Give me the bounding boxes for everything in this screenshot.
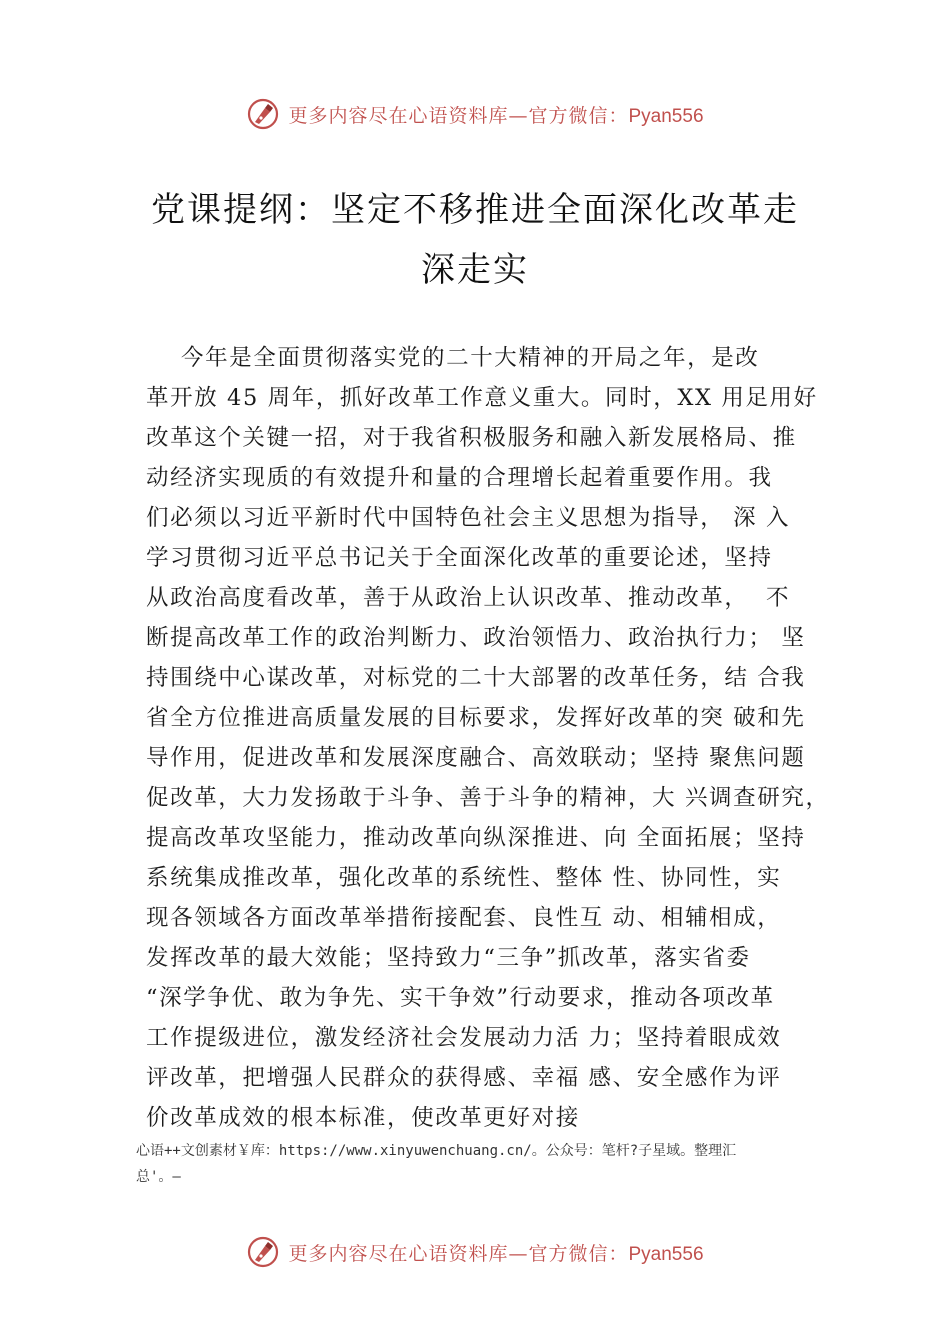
body-line: 促改革，大力发扬敢于斗争、善于斗争的精神，大 兴调查研究， xyxy=(146,785,830,811)
source-footnote xyxy=(136,1138,836,1190)
header-banner xyxy=(0,94,950,134)
body-line: 导作用，促进改革和发展深度融合、高效联动；坚持 聚焦问题 xyxy=(146,745,806,771)
body-line: 现各领域各方面改革举措衔接配套、良性互 动、相辅相成， xyxy=(146,905,782,931)
footer-banner xyxy=(0,1232,950,1272)
footnote-line: 心语++文创素材￥库：https://www.xinyuwenchuang.cn/。公众号：笔杆?子星域。整理汇 xyxy=(136,1143,737,1159)
body-line: 提高改革攻坚能力，推动改革向纵深推进、向 全面拓展；坚持 xyxy=(146,825,806,851)
body-line: 省全方位推进高质量发展的目标要求，发挥好改革的突 破和先 xyxy=(146,705,806,731)
body-line: 评改革，把增强人民群众的获得感、幸福 感、安全感作为评 xyxy=(146,1065,782,1091)
body-line: 持围绕中心谋改革，对标党的二十大部署的改革任务，结 合我 xyxy=(146,665,806,691)
body-line: 今年是全面贯彻落实党的二十大精神的开局之年，是改 xyxy=(146,345,760,371)
banner-slogan: 更多内容尽在心语资料库—官方微信： xyxy=(288,1242,629,1265)
pen-nib-logo-icon xyxy=(246,1235,280,1269)
banner-text xyxy=(288,1239,703,1266)
body-line: 革开放 45 周年，抓好改革工作意义重大。同时，XX 用足用好 xyxy=(146,385,818,411)
banner-text xyxy=(288,101,703,128)
body-line: 发挥改革的最大效能；坚持致力“三争”抓改革，落实省委 xyxy=(146,945,751,971)
page-title xyxy=(0,180,950,300)
title-line-1: 党课提纲：坚定不移推进全面深化改革走 xyxy=(151,190,799,230)
body-line: “深学争优、敢为争先、实干争效”行动要求，推动各项改革 xyxy=(146,985,775,1011)
body-line: 工作提级进位，激发经济社会发展动力活 力；坚持着眼成效 xyxy=(146,1025,782,1051)
banner-wechat-id: Pyan556 xyxy=(628,105,704,127)
banner-wechat-id: Pyan556 xyxy=(628,1243,704,1265)
footnote-line: 总'。— xyxy=(136,1169,181,1185)
body-line: 们必须以习近平新时代中国特色社会主义思想为指导， 深 入 xyxy=(146,505,791,531)
body-line: 动经济实现质的有效提升和量的合理增长起着重要作用。我 xyxy=(146,465,773,491)
body-line: 改革这个关键一招，对于我省积极服务和融入新发展格局、推 xyxy=(146,425,797,451)
body-line: 断提高改革工作的政治判断力、政治领悟力、政治执行力； 坚 xyxy=(146,625,806,651)
body-line: 系统集成推改革，强化改革的系统性、整体 性、协同性，实 xyxy=(146,865,782,891)
pen-nib-logo-icon xyxy=(246,97,280,131)
body-line: 从政治高度看改革，善于从政治上认识改革、推动改革， 不 xyxy=(146,585,791,611)
body-line: 价改革成效的根本标准，使改革更好对接 xyxy=(146,1105,580,1131)
body-paragraph xyxy=(146,338,846,1138)
banner-slogan: 更多内容尽在心语资料库—官方微信： xyxy=(288,104,629,127)
body-line: 学习贯彻习近平总书记关于全面深化改革的重要论述，坚持 xyxy=(146,545,773,571)
title-line-2: 深走实 xyxy=(421,250,529,290)
